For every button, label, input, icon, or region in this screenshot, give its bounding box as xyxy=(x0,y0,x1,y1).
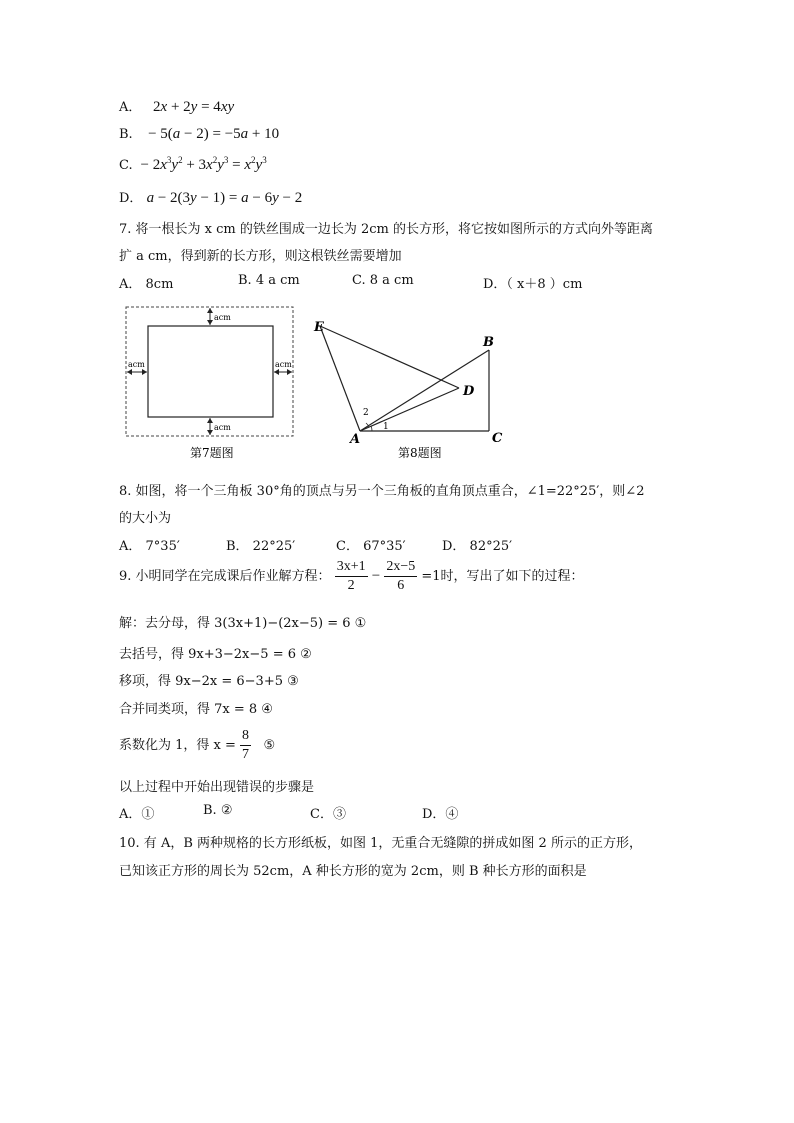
option-letter: C. xyxy=(119,158,133,173)
q9-step-1: 解：去分母，得 3(3x+1)−(2x−5) = 6 ① xyxy=(119,616,367,631)
q9-stem xyxy=(119,558,584,595)
point-d-label: D xyxy=(463,384,475,399)
arrow-head-icon xyxy=(207,308,213,313)
minus-sign: − xyxy=(371,568,381,584)
angle-2-label: 2 xyxy=(363,408,369,418)
q9-option-d: D．④ xyxy=(422,807,459,822)
option-letter: A． xyxy=(119,100,142,115)
q9-step-5 xyxy=(119,727,275,764)
q9-step-3: 移项，得 9x−2x = 6−3+5 ③ xyxy=(119,674,299,689)
arrow-head-icon xyxy=(207,320,213,325)
arrow-head-icon xyxy=(274,369,279,375)
math-expression: 2x + 2y = 4xy xyxy=(145,99,235,115)
q8-stem-line1: 8. 如图，将一个三角板 30°角的顶点与另一个三角板的直角顶点重合，∠1=22°25′，则∠2 xyxy=(119,484,645,499)
q6-option-c xyxy=(119,157,267,174)
arrow-head-icon xyxy=(287,369,292,375)
segment-ad xyxy=(360,388,459,431)
q9-step-4: 合并同类项，得 7x = 8 ④ xyxy=(119,702,273,717)
q9-question: 以上过程中开始出现错误的步骤是 xyxy=(119,780,315,795)
q9-option-c: C．③ xyxy=(310,807,346,822)
math-expression: a − 2(3y − 1) = a − 6y − 2 xyxy=(146,190,303,206)
q8-stem-line2: 的大小为 xyxy=(119,511,172,526)
inner-rectangle xyxy=(148,326,273,417)
q7-option-c: C. 8 a cm xyxy=(352,273,414,288)
label-top-gap: acm xyxy=(214,313,231,322)
label-bottom-gap: acm xyxy=(214,423,231,432)
q9-step-5-prefix: 系数化为 1，得 x = xyxy=(119,738,236,753)
label-right-gap: acm xyxy=(275,360,292,369)
q7-option-d: D．（ x＋8 ）cm xyxy=(483,277,583,292)
figure-8-caption: 第8题图 xyxy=(398,446,442,460)
point-b-label: B xyxy=(483,335,494,350)
q10-stem-line1: 10. 有 A，B 两种规格的长方形纸板，如图 1，无重合无缝隙的拼成如图 2 所示的正方形， xyxy=(119,836,642,851)
figure-8 xyxy=(300,315,515,465)
q10-stem-line2: 已知该正方形的周长为 52cm，A 种长方形的宽为 2cm，则 B 种长方形的面积是 xyxy=(119,864,587,879)
angle-1-arc xyxy=(371,426,372,431)
option-letter: D． xyxy=(119,191,143,206)
math-expression: − 5(a − 2) = −5a + 10 xyxy=(136,126,280,142)
q8-option-a: A． 7°35′ xyxy=(119,539,180,554)
option-letter: B. xyxy=(119,127,133,142)
arrow-head-icon xyxy=(207,418,213,423)
math-expression: − $2x^3y^2 + 3x^2y^3 = x^2y^3$ xyxy=(136,155,267,173)
figure-7 xyxy=(118,300,303,465)
point-c-label: C xyxy=(492,431,503,446)
fraction-2-numerator: 2x−5 xyxy=(384,558,417,577)
q8-option-c: C． 67°35′ xyxy=(336,539,406,554)
step-5-marker: ⑤ xyxy=(263,738,276,753)
fraction-numerator: 8 xyxy=(240,727,251,746)
fraction-denominator: 7 xyxy=(242,747,250,762)
q7-stem-line2: 扩 a cm，得到新的长方形，则这根铁丝需要增加 xyxy=(119,249,402,264)
fraction-1-numerator: 3x+1 xyxy=(335,558,368,577)
fraction-1 xyxy=(335,558,368,595)
q6-option-b xyxy=(119,126,279,143)
fraction-2-denominator: 6 xyxy=(397,578,405,593)
fraction-1-denominator: 2 xyxy=(347,578,355,593)
q8-option-b: B． 22°25′ xyxy=(226,539,296,554)
label-left-gap: acm xyxy=(128,360,145,369)
fraction-8-7 xyxy=(240,727,251,764)
q9-option-b: B. ② xyxy=(203,803,233,818)
q7-stem-line1: 7. 将一根长为 x cm 的铁丝围成一边长为 2cm 的长方形，将它按如图所示的方式向外等距离 xyxy=(119,222,654,237)
q7-option-a: A． 8cm xyxy=(119,277,174,292)
arrow-head-icon xyxy=(207,430,213,435)
q6-option-a xyxy=(119,96,234,116)
figure-7-caption: 第7题图 xyxy=(190,446,234,460)
q6-option-d xyxy=(119,187,302,207)
angle-1-label: 1 xyxy=(383,422,389,432)
point-a-label: A xyxy=(350,432,361,447)
arrow-head-icon xyxy=(127,369,132,375)
fraction-2 xyxy=(384,558,417,595)
q9-step-2: 去括号，得 9x+3−2x−5 = 6 ② xyxy=(119,647,312,662)
point-e-label: E xyxy=(314,320,324,335)
q9-option-a: A．① xyxy=(119,807,155,822)
q7-option-b: B. 4 a cm xyxy=(238,273,300,288)
q9-stem-prefix: 9. 小明同学在完成课后作业解方程： xyxy=(119,569,331,584)
arrow-head-icon xyxy=(142,369,147,375)
q8-option-d: D． 82°25′ xyxy=(442,539,513,554)
segment-ed xyxy=(320,326,459,388)
q9-stem-suffix: =1时，写出了如下的过程： xyxy=(421,569,584,584)
